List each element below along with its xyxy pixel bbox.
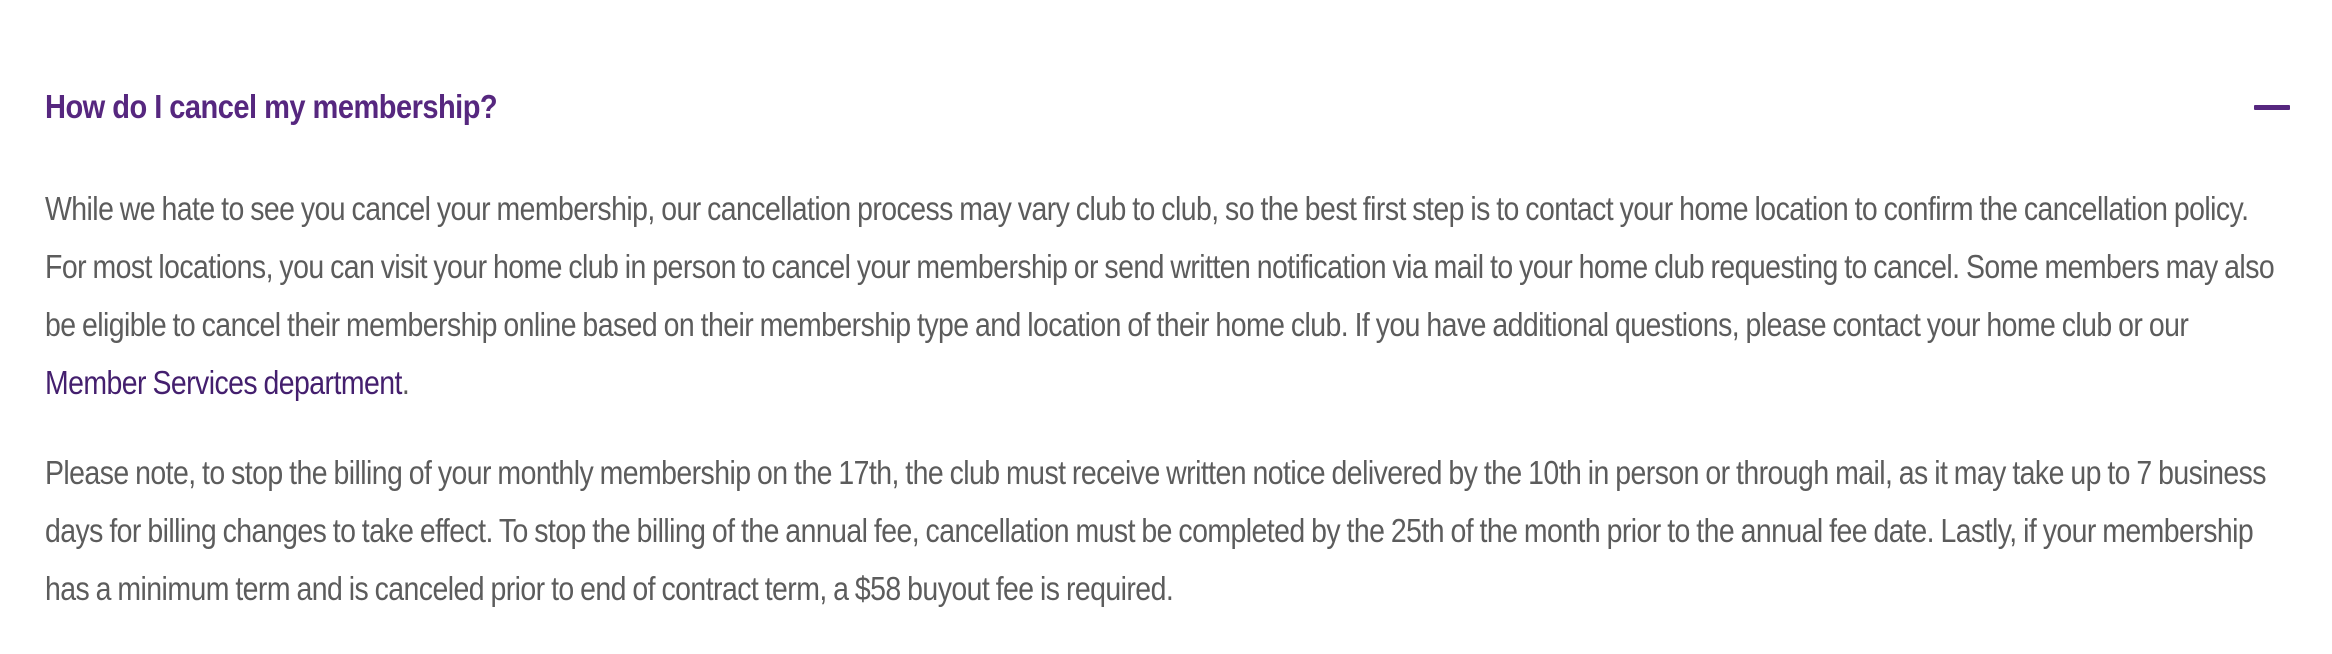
faq-header[interactable] xyxy=(45,72,2295,142)
answer-paragraph-1-text: While we hate to see you cancel your membership, our cancellation process may vary club to club, so the best first step is to contact your home location to confirm the cancellation policy. For most locations, you can visit your home club in person to cancel your membership or send written notification via mail to your home club requesting to cancel. Some members may also be eligible to cancel their membership online based on their membership type and location of their home club. If you have additional questions, please contact your home club or our xyxy=(45,190,2275,343)
answer-paragraph-2: Please note, to stop the billing of your monthly membership on the 17th, the club must receive written notice delivered by the 10th in person or through mail, as it may take up to 7 business days for billing changes to take effect. To stop the billing of the annual fee, cancellation must be completed by the 25th of the month prior to the annual fee date. Lastly, if your membership has a minimum term and is canceled prior to end of contract term, a $58 buyout fee is required. xyxy=(45,454,2266,607)
faq-question[interactable]: How do I cancel my membership? xyxy=(45,88,498,125)
faq-item xyxy=(45,72,2295,650)
faq-answer xyxy=(45,180,2295,618)
answer-paragraph-1-end: . xyxy=(401,364,410,401)
minus-icon xyxy=(2254,105,2290,110)
answer-paragraph-1 xyxy=(45,180,2295,412)
member-services-link[interactable]: Member Services department xyxy=(45,364,402,401)
collapse-toggle-button[interactable] xyxy=(2249,84,2295,130)
